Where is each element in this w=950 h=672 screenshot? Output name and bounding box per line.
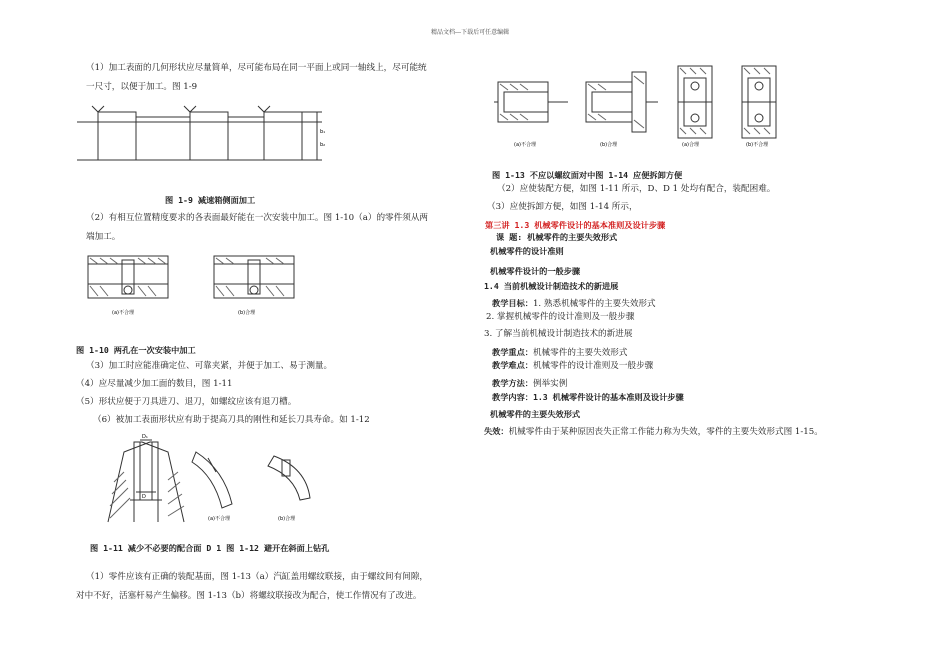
figure-1-10-drawing: [86, 250, 296, 320]
figure-1-11-1-12-caption: 图 1-11 减少不必要的配合面 D 1 图 1-12 避开在斜面上钻孔: [90, 543, 330, 553]
right-paragraph-2: （2）应使装配方便，如图 1-11 所示，D、D 1 处均有配合，装配困难。: [497, 184, 776, 194]
paragraph-7-line-2: 对中不好，活塞杆易产生偏移。图 1-13（b）将螺纹联接改为配合，使工作情况有了改进。: [76, 591, 422, 601]
difficulty-label: 教学难点：: [492, 360, 533, 370]
topic-line: 课 题: 机械零件的主要失效形式: [496, 232, 618, 242]
paragraph-2-line-1: （2）有相互位置精度要求的各表面最好能在一次安装中加工。图 1-10（a）的零件须从两: [86, 213, 429, 223]
paragraph-2-line-2: 端加工。: [86, 232, 121, 242]
key-label: 教学重点：: [492, 347, 533, 357]
method-text: 例举实例: [532, 379, 568, 389]
figure-1-9-caption: 图 1-9 减速箱侧面加工: [165, 195, 256, 205]
fig13-label-b: (b)合理: [600, 142, 618, 148]
paragraph-3: （3）加工时应能准确定位、可靠夹紧，并便于加工、易于测量。: [86, 361, 333, 371]
key-text: 机械零件的主要失效形式: [532, 348, 628, 358]
failure-heading: 机械零件的主要失效形式: [490, 409, 581, 419]
teaching-goals: [492, 297, 656, 310]
fig12-label-b: (b)合理: [278, 516, 296, 522]
fig9-label-b1: b₁: [320, 129, 326, 135]
method-label: 教学方法：: [492, 378, 533, 388]
right-paragraph-3: （3）应使拆卸方便，如图 1-14 所示，: [487, 202, 638, 212]
figure-1-10-caption: 图 1-10 两孔在一次安装中加工: [76, 345, 196, 355]
difficulty-text: 机械零件的设计准则及一般步骤: [532, 361, 654, 371]
fig10-label-b: (b)合理: [238, 310, 256, 316]
fig14-label-a: (a)合理: [682, 142, 699, 148]
paragraph-1-line-2: 一尺寸，以便于加工。图 1-9: [86, 82, 198, 92]
failure-label: 失效：: [484, 426, 509, 436]
fig11-label-d: D: [142, 494, 146, 500]
goal-label: 教学目标：: [492, 298, 533, 308]
key-points: [492, 346, 628, 359]
failure-text: 机械零件由于某种原因丧失正常工作能力称为失效，零件的主要失效形式图 1-15。: [508, 427, 823, 437]
paragraph-5: （5）形状应便于刀具进刀、退刀，如螺纹应该有退刀槽。: [76, 397, 297, 407]
figure-1-9-drawing: [72, 100, 332, 170]
figure-1-13-1-14-caption: 图 1-13 不应以螺纹面对中图 1-14 应便拆卸方便: [492, 170, 683, 180]
paragraph-6: （6）被加工表面形状应有助于提高刀具的刚性和延长刀具寿命。如 1-12: [93, 415, 370, 425]
section-1-4-line: 1.4 当前机械设计制造技术的新进展: [484, 281, 619, 291]
figure-1-13-1-14-drawing: [490, 62, 780, 154]
fig14-label-b: (b)不合理: [746, 142, 769, 148]
design-criteria-line: 机械零件的设计准则: [490, 246, 564, 256]
teaching-method: [492, 377, 567, 390]
fig10-label-a: (a)不合理: [112, 310, 134, 316]
fig11-label-d1: D₁: [142, 434, 148, 440]
fig12-label-a: (a)不合理: [208, 516, 230, 522]
fig13-label-a: (a)不合理: [514, 142, 536, 148]
content-text: 1.3 机械零件设计的基本准则及设计步骤: [532, 392, 684, 402]
paragraph-7-line-1: （1）零件应该有正确的装配基面，图 1-13（a）汽缸盖用螺纹联接，由于螺纹间有间隙，: [86, 572, 429, 582]
failure-definition: [484, 425, 823, 438]
goal-1: 1. 熟悉机械零件的主要失效形式: [532, 299, 656, 309]
content-label: 教学内容：: [492, 392, 533, 402]
lecture-heading: 第三讲 1.3 机械零件设计的基本准则及设计步骤: [485, 220, 666, 230]
figure-1-11-1-12-drawing: [96, 432, 336, 524]
teaching-content: [492, 391, 684, 404]
difficult-points: [492, 359, 653, 372]
paragraph-4: （4）应尽量减少加工面的数目，图 1-11: [76, 379, 233, 389]
design-steps-line: 机械零件设计的一般步骤: [490, 266, 581, 276]
page-header: 精品文档---下载后可任意编辑: [431, 29, 510, 36]
goal-2: 2. 掌握机械零件的设计准则及一般步骤: [486, 312, 635, 322]
fig9-label-b2: b₂: [320, 142, 326, 148]
paragraph-1-line-1: （1）加工表面的几何形状应尽量简单，尽可能布局在同一平面上或同一轴线上，尽可能统: [86, 63, 427, 73]
goal-3: 3. 了解当前机械设计制造技术的新进展: [484, 329, 633, 339]
